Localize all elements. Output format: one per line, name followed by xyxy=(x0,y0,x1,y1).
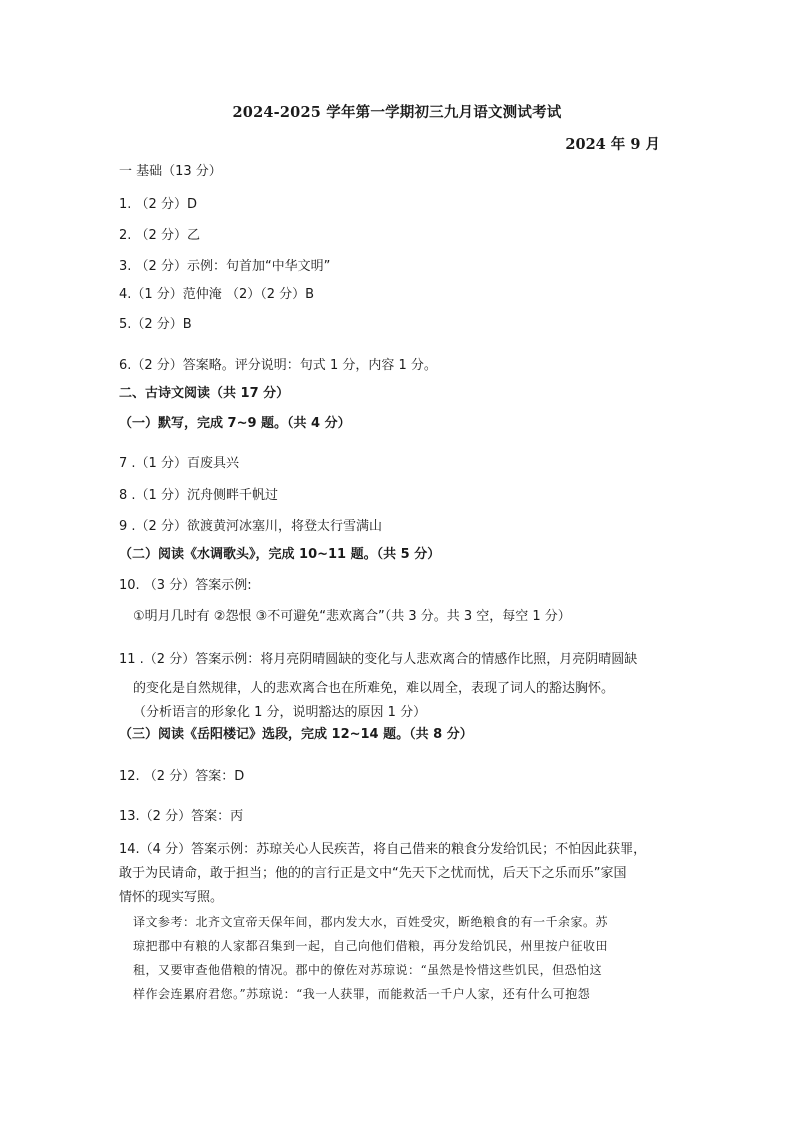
part1-heading: （一）默写，完成 7~9 题。（共 4 分） xyxy=(119,416,351,431)
answer-8: 8 .（1 分）沉舟侧畔千帆过 xyxy=(119,488,278,503)
answer-14-line3: 情怀的现实写照。 xyxy=(119,890,224,905)
answer-14-line1: 14.（4 分）答案示例：苏琼关心人民疾苦，将自己借来的粮食分发给饥民；不怕因此获罪， xyxy=(119,842,647,857)
translation-line-3: 租，又要审查他借粮的情况。郡中的僚佐对苏琼说：“虽然是怜惜这些饥民，但恐怕这 xyxy=(133,963,603,977)
answer-4: 4.（1 分）范仲淹 （2）（2 分）B xyxy=(119,287,315,302)
answer-10-blanks: ①明月几时有 ②怨恨 ③不可避免“悲欢离合”（共 3 分。共 3 空，每空 1 分） xyxy=(133,609,571,624)
document-title: 2024-2025 学年第一学期初三九月语文测试考试 xyxy=(232,104,562,121)
translation-line-1: 译文参考：北齐文宣帝天保年间，郡内发大水，百姓受灾，断绝粮食的有一千余家。苏 xyxy=(133,915,609,929)
answer-11-line1: 11 .（2 分）答案示例：将月亮阴晴圆缺的变化与人悲欢离合的情感作比照，月亮阴晴圆缺 xyxy=(119,652,638,667)
answer-14-line2: 敢于为民请命，敢于担当；他的的言行正是文中“先天下之忧而忧，后天下之乐而乐”家国 xyxy=(119,866,627,881)
part3-heading: （三）阅读《岳阳楼记》选段，完成 12~14 题。（共 8 分） xyxy=(119,727,473,742)
answer-6: 6.（2 分）答案略。评分说明：句式 1 分，内容 1 分。 xyxy=(119,358,437,373)
answer-2: 2. （2 分）乙 xyxy=(119,228,200,243)
answer-12: 12. （2 分）答案：D xyxy=(119,769,245,784)
answer-5: 5.（2 分）B xyxy=(119,317,192,332)
answer-10: 10. （3 分）答案示例: xyxy=(119,578,252,593)
translation-line-2: 琼把郡中有粮的人家都召集到一起，自己向他们借粮，再分发给饥民，州里按户征收田 xyxy=(133,939,609,953)
section1-heading: 一 基础（13 分） xyxy=(119,164,222,179)
part2-heading: （二）阅读《水调歌头》，完成 10~11 题。（共 5 分） xyxy=(119,547,441,562)
answer-7: 7 .（1 分）百废具兴 xyxy=(119,456,239,471)
document-date: 2024 年 9 月 xyxy=(565,136,660,153)
answer-9: 9 .（2 分）欲渡黄河冰塞川，将登太行雪满山 xyxy=(119,519,382,534)
answer-11-note: （分析语言的形象化 1 分，说明豁达的原因 1 分） xyxy=(133,705,427,720)
translation-line-4: 样作会连累府君您。”苏琼说：“我一人获罪，而能救活一千户人家，还有什么可抱怨 xyxy=(133,987,591,1001)
section2-heading: 二、古诗文阅读（共 17 分） xyxy=(119,386,290,401)
answer-11-line2: 的变化是自然规律，人的悲欢离合也在所难免，难以周全，表现了词人的豁达胸怀。 xyxy=(133,681,615,696)
answer-3: 3. （2 分）示例：句首加“中华文明” xyxy=(119,259,331,274)
answer-13: 13.（2 分）答案：丙 xyxy=(119,809,244,824)
answer-1: 1. （2 分）D xyxy=(119,197,197,212)
